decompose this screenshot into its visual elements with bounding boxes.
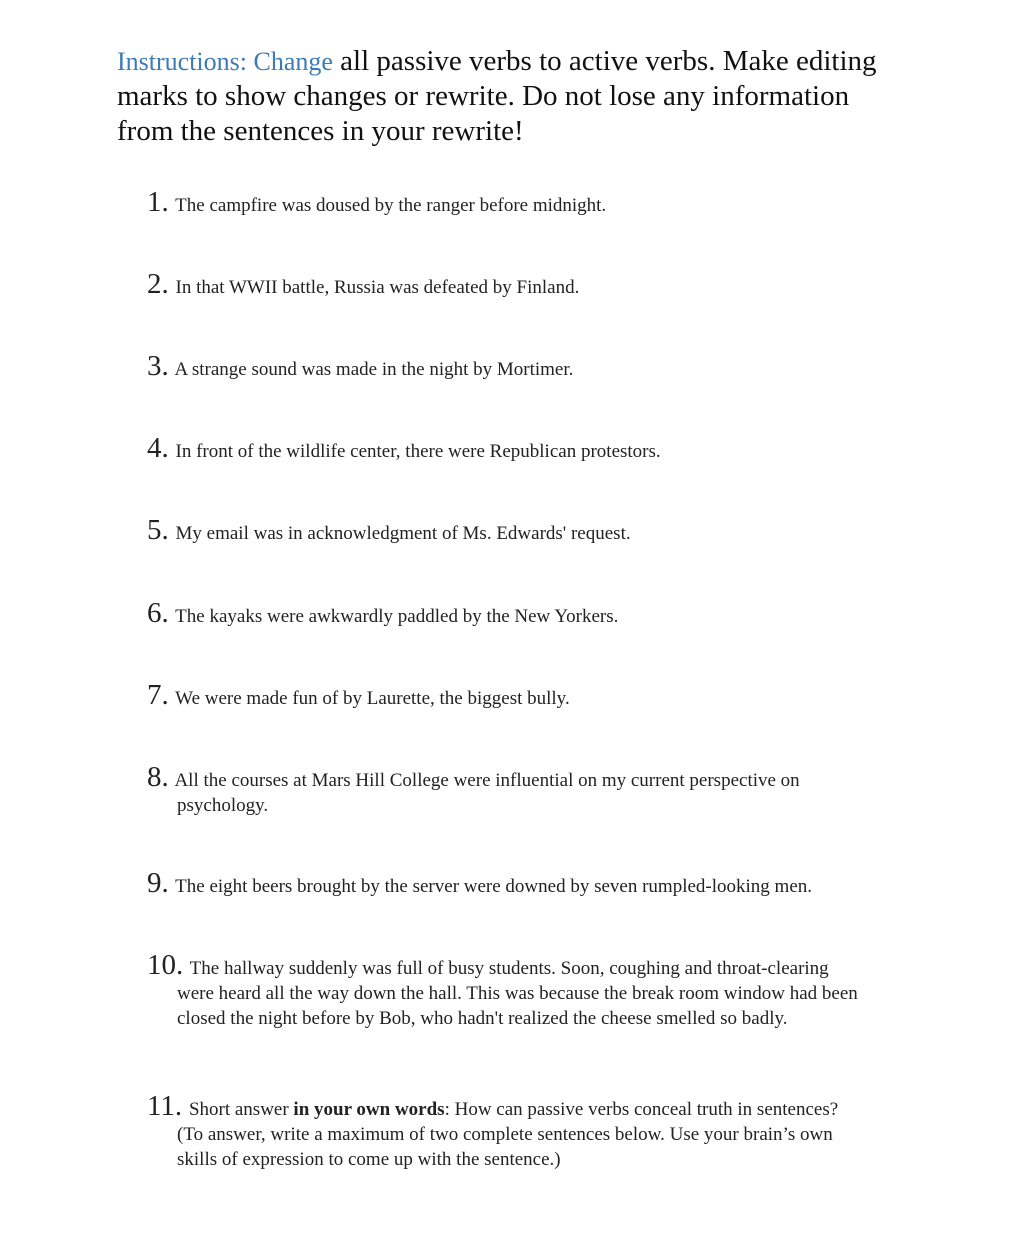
- question-number: 5.: [147, 514, 169, 546]
- question-number: 3.: [147, 350, 169, 382]
- question-9: [147, 867, 917, 899]
- question-text-continued: were heard all the way down the hall. This was because the break room window had been: [177, 983, 858, 1004]
- question-7: [147, 679, 917, 711]
- question-text: The eight beers brought by the server were downed by seven rumpled-looking men.: [175, 876, 813, 897]
- question-text-continued: skills of expression to come up with the sentence.): [177, 1149, 561, 1170]
- question-6: [147, 597, 917, 629]
- question-3: [147, 350, 917, 382]
- question-text: My email was in acknowledgment of Ms. Edwards' request.: [175, 523, 631, 544]
- instructions-text: all passive verbs to active verbs. Make editing marks to show changes or rewrite. Do not lose any information from the sentences in your rewrite!: [117, 45, 877, 147]
- question-11: [147, 1090, 917, 1172]
- question-10: [147, 949, 917, 1031]
- question-4: [147, 432, 917, 464]
- question-number: 8.: [147, 761, 169, 793]
- question-1: [147, 186, 917, 218]
- question-text: In front of the wildlife center, there were Republican protestors.: [175, 441, 661, 462]
- question-text: The kayaks were awkwardly paddled by the New Yorkers.: [175, 606, 619, 627]
- instructions-lead: Instructions: Change: [117, 47, 333, 76]
- question-text: In that WWII battle, Russia was defeated by Finland.: [175, 277, 580, 298]
- question-number: 11.: [147, 1090, 183, 1122]
- question-number: 1.: [147, 186, 169, 218]
- question-text-bold: in your own words: [293, 1099, 445, 1120]
- instructions: [117, 44, 877, 149]
- question-text: A strange sound was made in the night by Mortimer.: [174, 359, 574, 380]
- question-5: [147, 514, 917, 546]
- question-text-continued: psychology.: [177, 795, 269, 816]
- question-text: The campfire was doused by the ranger before midnight.: [175, 195, 607, 216]
- question-text-continued: (To answer, write a maximum of two complete sentences below. Use your brain’s own: [177, 1124, 833, 1145]
- question-text-post: : How can passive verbs conceal truth in sentences?: [444, 1099, 839, 1120]
- question-number: 7.: [147, 679, 169, 711]
- question-text: The hallway suddenly was full of busy students. Soon, coughing and throat-clearing: [189, 958, 829, 979]
- question-8: [147, 761, 917, 818]
- question-text: We were made fun of by Laurette, the biggest bully.: [175, 688, 570, 709]
- question-number: 6.: [147, 597, 169, 629]
- question-text-pre: Short answer: [188, 1099, 289, 1120]
- question-text-continued: closed the night before by Bob, who hadn't realized the cheese smelled so badly.: [177, 1008, 788, 1029]
- question-text: All the courses at Mars Hill College were influential on my current perspective on: [174, 770, 800, 791]
- question-number: 9.: [147, 867, 169, 899]
- question-number: 10.: [147, 949, 184, 981]
- question-2: [147, 268, 917, 300]
- question-number: 2.: [147, 268, 169, 300]
- question-number: 4.: [147, 432, 169, 464]
